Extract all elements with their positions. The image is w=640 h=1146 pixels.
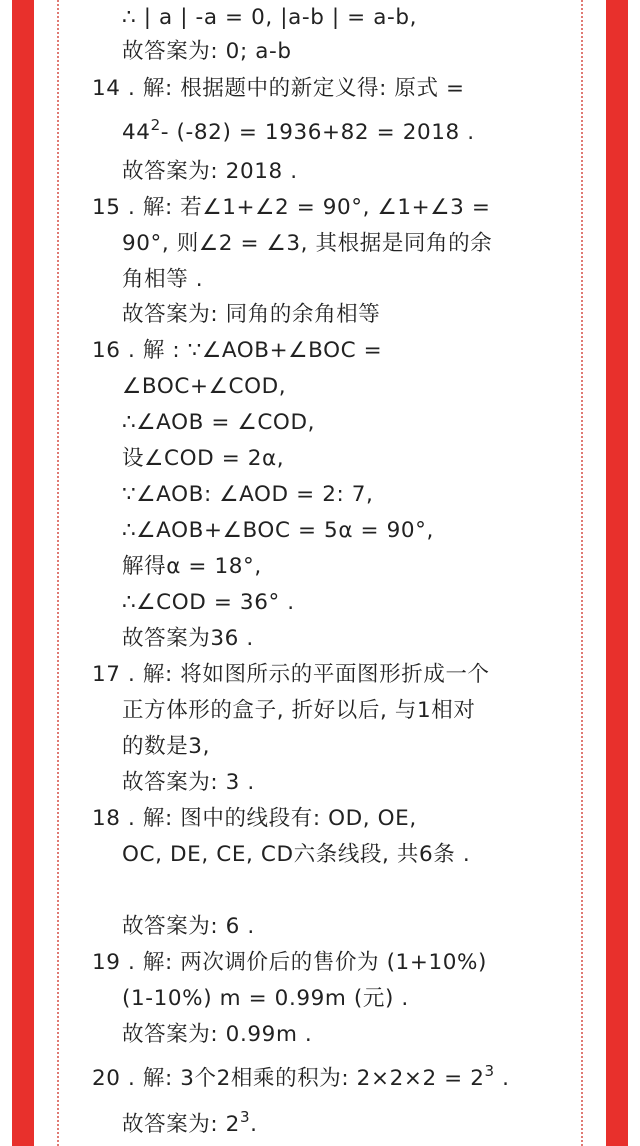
exponent: 3 bbox=[484, 1061, 495, 1080]
right-red-border bbox=[606, 0, 628, 1146]
line-prefix: 20 . 解: 3个2相乘的积为: 2×2×2 = 2 bbox=[92, 1066, 485, 1091]
exponent: 3 bbox=[239, 1107, 251, 1126]
line-suffix: . bbox=[494, 1066, 510, 1091]
problem-16-line: 16 . 解 : ∵∠AOB+∠BOC = bbox=[92, 338, 383, 363]
text-line: 故答案为: 同角的余角相等 bbox=[122, 302, 381, 327]
text-line: 的数是3, bbox=[122, 734, 211, 759]
text-line bbox=[122, 1107, 258, 1140]
math-line: ∵∠AOB: ∠AOD = 2: 7, bbox=[122, 482, 374, 507]
equation-rest: - (-82) = 1936+82 = 2018 . bbox=[160, 120, 475, 145]
math-line: ∴∠COD = 36° . bbox=[122, 590, 295, 615]
problem-14-line: 14 . 解: 根据题中的新定义得: 原式 = bbox=[92, 76, 465, 101]
line-prefix: 故答案为: 2 bbox=[122, 1112, 240, 1137]
text-line: 故答案为: 0; a-b bbox=[122, 39, 292, 64]
text-line: 90°, 则∠2 = ∠3, 其根据是同角的余 bbox=[122, 231, 493, 256]
math-line: ∠BOC+∠COD, bbox=[122, 374, 287, 399]
text-line: (1-10%) m = 0.99m (元) . bbox=[122, 986, 409, 1011]
text-line: OC, DE, CE, CD六条线段, 共6条 . bbox=[122, 842, 471, 867]
text-line bbox=[122, 115, 475, 148]
base-number: 44 bbox=[122, 120, 151, 145]
text-line: 故答案为: 2018 . bbox=[122, 159, 298, 184]
text-line: 故答案为: 6 . bbox=[122, 914, 255, 939]
text-line: ∴ | a | -a = 0, |a-b | = a-b, bbox=[122, 5, 418, 30]
exponent: 2 bbox=[150, 115, 161, 134]
left-dotted-border bbox=[57, 0, 59, 1146]
problem-20-line bbox=[92, 1061, 510, 1094]
problem-18-line: 18 . 解: 图中的线段有: OD, OE, bbox=[92, 806, 417, 831]
text-line: 故答案为: 3 . bbox=[122, 770, 255, 795]
math-line: ∴∠AOB = ∠COD, bbox=[122, 410, 316, 435]
problem-17-line: 17 . 解: 将如图所示的平面图形折成一个 bbox=[92, 662, 490, 687]
line-suffix: . bbox=[250, 1112, 258, 1137]
problem-19-line: 19 . 解: 两次调价后的售价为 (1+10%) bbox=[92, 950, 488, 975]
math-line: 解得α = 18°, bbox=[122, 554, 262, 579]
right-dotted-border bbox=[581, 0, 583, 1146]
text-line: 故答案为36 . bbox=[122, 626, 254, 651]
math-line: ∴∠AOB+∠BOC = 5α = 90°, bbox=[122, 518, 434, 543]
text-line: 正方体形的盒子, 折好以后, 与1相对 bbox=[122, 698, 476, 723]
left-red-border bbox=[12, 0, 34, 1146]
problem-15-line: 15 . 解: 若∠1+∠2 = 90°, ∠1+∠3 = bbox=[92, 195, 491, 220]
text-line: 故答案为: 0.99m . bbox=[122, 1022, 313, 1047]
math-line: 设∠COD = 2α, bbox=[122, 446, 285, 471]
text-line: 角相等 . bbox=[122, 267, 204, 292]
